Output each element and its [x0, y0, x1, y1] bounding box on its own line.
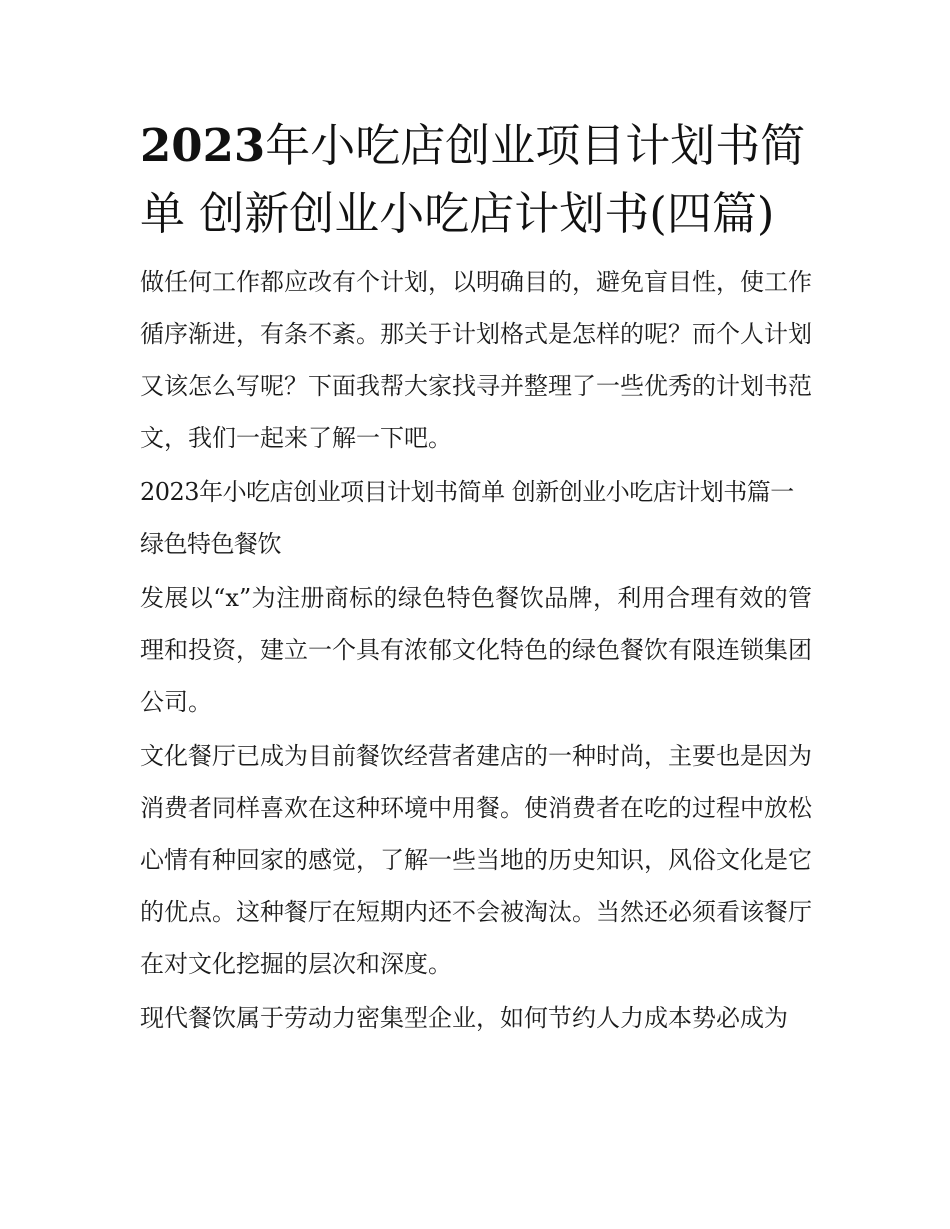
section-heading: 2023年小吃店创业项目计划书简单 创新创业小吃店计划书篇一 绿色特色餐饮 — [140, 478, 794, 558]
document-title — [140, 112, 812, 248]
body-paragraph: 发展以“x”为注册商标的绿色特色餐饮品牌，利用合理有效的管理和投资，建立一个具有浓郁文化特色的绿色餐饮有限连锁集团公司。 — [140, 584, 812, 716]
title-year: 2023 — [140, 119, 266, 172]
body-paragraph: 现代餐饮属于劳动力密集型企业，如何节约人力成本势必成为 — [140, 1004, 788, 1032]
title-text: 年小吃店创业项目计划书简单 创新创业小吃店计划书(四篇) — [140, 119, 806, 240]
intro-paragraph: 做任何工作都应改有个计划，以明确目的，避免盲目性，使工作循序渐进，有条不紊。那关于计划格式是怎样的呢？而个人计划又该怎么写呢？下面我帮大家找寻并整理了一些优秀的计划书范文，我们一起来了解一下吧。 — [140, 268, 812, 452]
body-paragraph: 文化餐厅已成为目前餐饮经营者建店的一种时尚，主要也是因为消费者同样喜欢在这种环境中用餐。使消费者在吃的过程中放松心情有种回家的感觉，了解一些当地的历史知识，风俗文化是它的优点。这种餐厅在短期内还不会被淘汰。当然还必须看该餐厅在对文化挖掘的层次和深度。 — [140, 742, 812, 978]
document-page — [140, 112, 812, 1046]
